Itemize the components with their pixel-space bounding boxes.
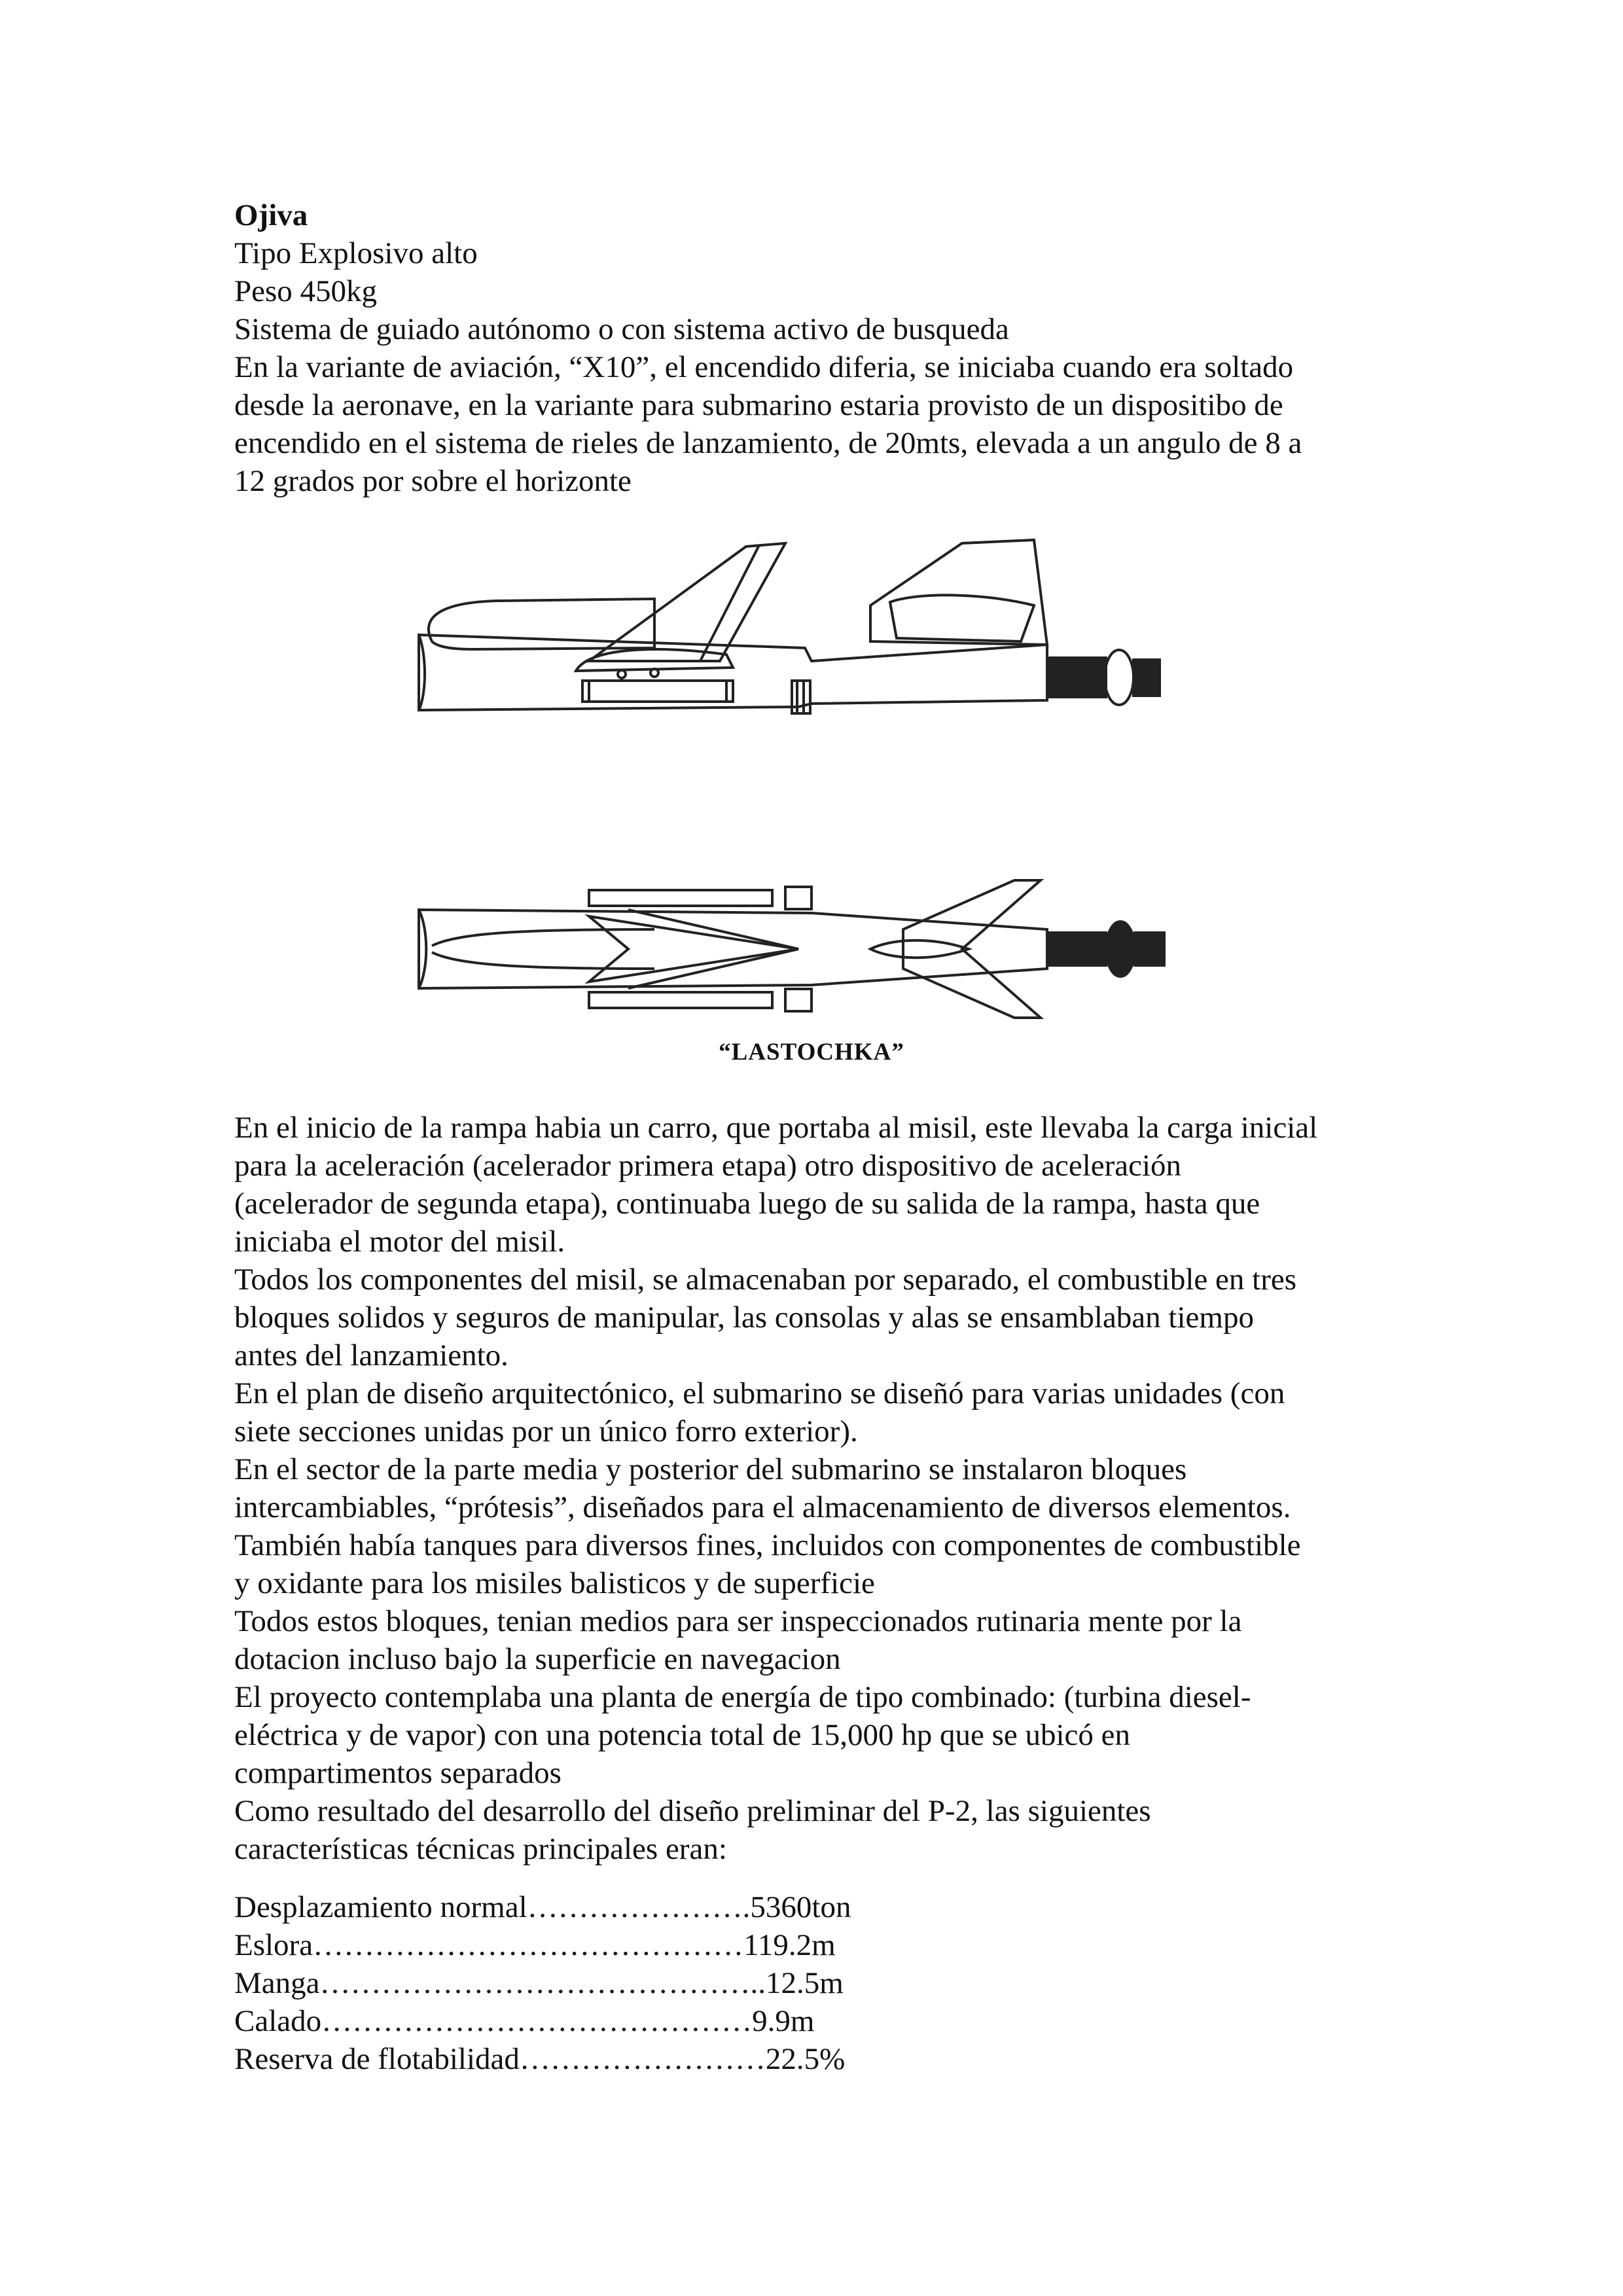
paragraph-line: intercambiables, “prótesis”, diseñados para el almacenamiento de diversos elementos.: [234, 1490, 1291, 1524]
paragraph-line: características técnicas principales eran:: [234, 1832, 727, 1866]
paragraph-line: (acelerador de segunda etapa), continuaba luego de su salida de la rampa, hasta que: [234, 1187, 1260, 1221]
section-heading: Ojiva: [234, 198, 308, 232]
paragraph-line: 12 grados por sobre el horizonte: [234, 464, 632, 498]
paragraph-line: En el sector de la parte media y posterior del submarino se instalaron bloques: [234, 1452, 1187, 1486]
paragraph-line: y oxidante para los misiles balisticos y de superficie: [234, 1566, 875, 1600]
spec-row: Reserva de flotabilidad……………………22.5%: [234, 2042, 846, 2076]
missile-diagram: [0, 0, 1623, 1073]
spec-row: Calado……………………………………9.9m: [234, 2004, 815, 2038]
paragraph-line: En la variante de aviación, “X10”, el encendido diferia, se iniciaba cuando era soltado: [234, 350, 1294, 384]
figure-caption: “LASTOCHKA”: [719, 1039, 904, 1066]
paragraph-line: Peso 450kg: [234, 274, 378, 308]
spec-row: Eslora……………………………………119.2m: [234, 1928, 836, 1962]
paragraph-line: encendido en el sistema de rieles de lanzamiento, de 20mts, elevada a un angulo de 8 a: [234, 426, 1302, 460]
paragraph-line: dotacion incluso bajo la superficie en navegacion: [234, 1642, 841, 1676]
paragraph-line: desde la aeronave, en la variante para submarino estaria provisto de un dispositibo de: [234, 388, 1283, 422]
spec-row: Desplazamiento normal………………….5360ton: [234, 1890, 851, 1924]
specs-list: [234, 1888, 851, 2078]
paragraph-line: También había tanques para diversos fines, incluidos con componentes de combustible: [234, 1528, 1301, 1562]
paragraph-line: Sistema de guiado autónomo o con sistema activo de busqueda: [234, 312, 1009, 346]
paragraph-line: antes del lanzamiento.: [234, 1338, 508, 1372]
paragraph-line: Tipo Explosivo alto: [234, 236, 478, 270]
paragraph-line: El proyecto contemplaba una planta de energía de tipo combinado: (turbina diesel-: [234, 1680, 1251, 1714]
missile-top-view: [419, 880, 1164, 1018]
paragraph-line: En el inicio de la rampa habia un carro, que portaba al misil, este llevaba la carga inicial: [234, 1111, 1318, 1145]
paragraph-line: Todos estos bloques, tenian medios para ser inspeccionados rutinaria mente por la: [234, 1604, 1242, 1638]
paragraph-line: siete secciones unidas por un único forro exterior).: [234, 1414, 858, 1448]
paragraph-line: bloques solidos y seguros de manipular, las consolas y alas se ensamblaban tiempo: [234, 1300, 1254, 1335]
paragraph-line: Todos los componentes del misil, se almacenaban por separado, el combustible en tres: [234, 1263, 1296, 1297]
missile-side-view: [419, 540, 1160, 713]
body-text: [234, 1109, 1412, 1868]
spec-row: Manga……………………………………..12.5m: [234, 1966, 844, 2000]
paragraph-line: eléctrica y de vapor) con una potencia total de 15,000 hp que se ubicó en: [234, 1718, 1131, 1752]
paragraph-line: En el plan de diseño arquitectónico, el submarino se diseñó para varias unidades (con: [234, 1376, 1285, 1410]
paragraph-line: iniciaba el motor del misil.: [234, 1225, 565, 1259]
paragraph-line: para la aceleración (acelerador primera etapa) otro dispositivo de aceleración: [234, 1149, 1182, 1183]
paragraph-line: Como resultado del desarrollo del diseño preliminar del P-2, las siguientes: [234, 1794, 1151, 1828]
paragraph-line: compartimentos separados: [234, 1756, 562, 1790]
